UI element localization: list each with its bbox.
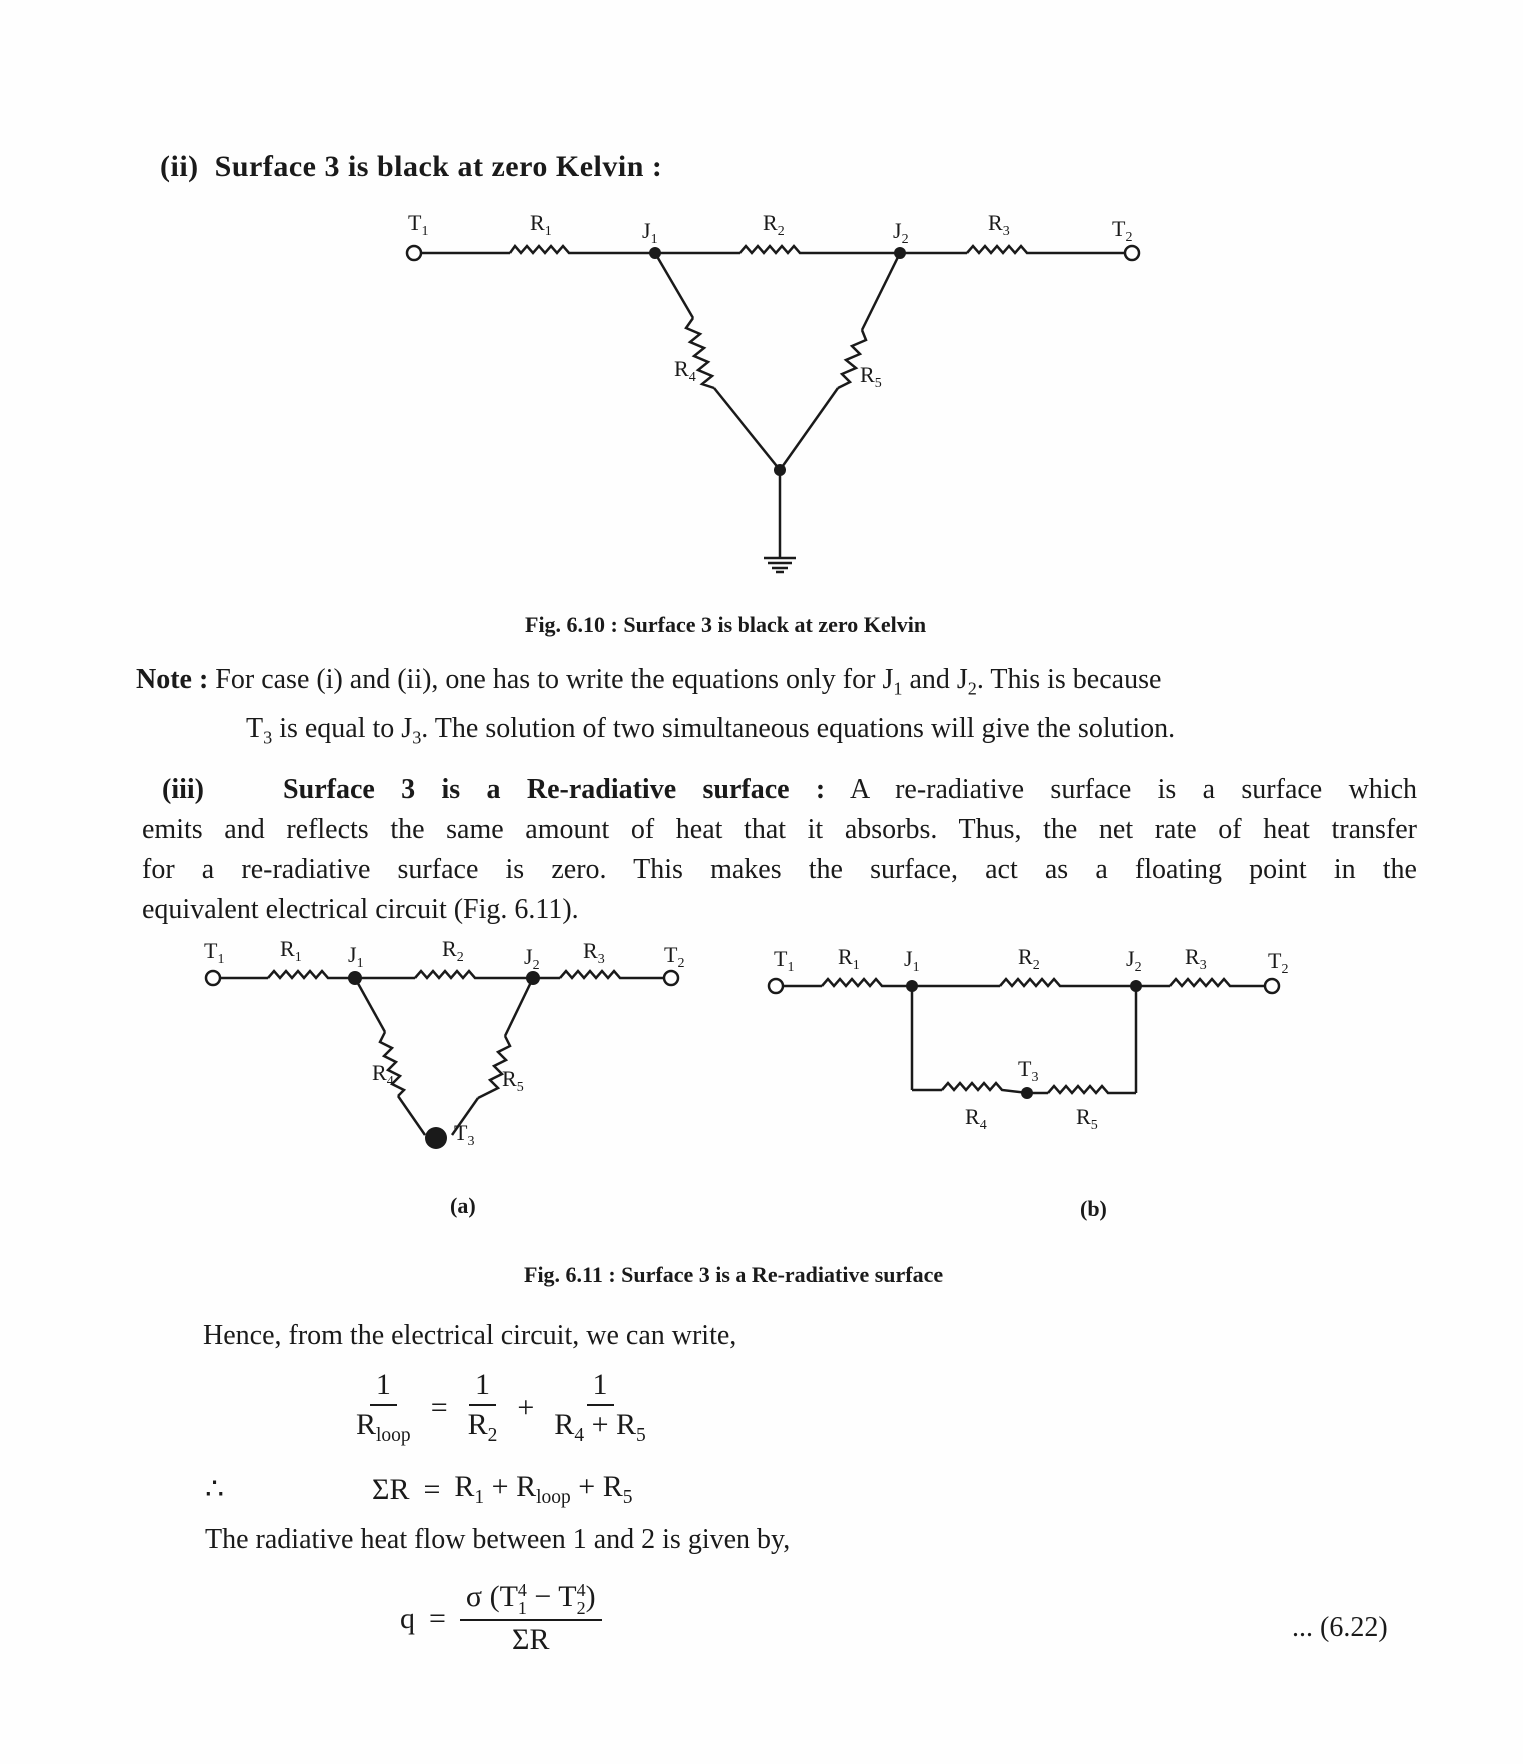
label-t2: $T_2$ [1112, 216, 1133, 245]
note-line-1: Note : For case (i) and (ii), one has to write the equations only for $J_1$ and $J_2$. This is because [136, 664, 1162, 699]
label-r2: $R_2$ [763, 210, 785, 239]
fig-6-11b-circuit [760, 930, 1360, 1130]
resistor-r3 [1170, 979, 1233, 986]
junction-j1 [906, 980, 918, 992]
fraction-term-2: $\frac{1}{R_4 + R_5}$ [554, 1368, 646, 1446]
label-r1: $R_1$ [280, 936, 302, 965]
label-t3: $T_3$ [1018, 1056, 1039, 1085]
label-r5: $R_5$ [860, 362, 882, 391]
terminal-t1 [407, 246, 421, 260]
label-r1: $R_1$ [838, 944, 860, 973]
note-line-2: $T_3$ is equal to $J_3$. The solution of two simultaneous equations will give the solution. [246, 712, 1176, 748]
section-iii-title: Surface 3 is a Re-radiative surface : [283, 774, 826, 805]
terminal-t2 [1265, 979, 1279, 993]
label-r3: $R_3$ [583, 938, 605, 967]
label-t1: $T_1$ [408, 210, 429, 239]
fig-6-11-caption: Fig. 6.11 : Surface 3 is a Re-radiative surface [524, 1262, 944, 1287]
resistor-r1 [822, 979, 885, 986]
label-j1: $J_1$ [348, 942, 364, 971]
resistor-r3 [967, 246, 1033, 253]
fig-6-11b-sublabel: (b) [1080, 1196, 1107, 1221]
label-t2: $T_2$ [1268, 948, 1289, 977]
equation-sum-r: ΣR = $R_1 + R_{loop} + R_5$ [372, 1470, 633, 1508]
equation-r-loop: $\frac{1}{R_{loop}}$ = $\frac{1}{R_2}$ + $\frac{1}{R_4 + R_5}$ [350, 1368, 652, 1447]
resistor-r2 [415, 971, 485, 978]
section-iii-line-1: (iii) Surface 3 is a Re-radiative surface : A re-radiative surface is a surface which [162, 774, 1417, 805]
label-r1: $R_1$ [530, 210, 552, 239]
label-t2: $T_2$ [664, 942, 685, 971]
label-r5: $R_5$ [1076, 1104, 1098, 1130]
junction-j1 [348, 971, 362, 985]
resistor-r4 [942, 1083, 1028, 1093]
fraction-lhs: $\frac{1}{R_{loop}}$ [356, 1368, 411, 1446]
section-ii-title: Surface 3 is black at zero Kelvin : [214, 150, 663, 183]
label-r3: $R_3$ [988, 210, 1010, 239]
node-t3 [425, 1127, 447, 1149]
terminal-t1 [206, 971, 220, 985]
therefore-symbol: ∴ [205, 1473, 225, 1506]
resistor-r2 [1000, 979, 1063, 986]
resistor-r3 [560, 971, 632, 978]
resistor-r1 [268, 971, 335, 978]
fig-6-10-circuit [0, 0, 1523, 600]
fig-6-10-caption: Fig. 6.10 : Surface 3 is black at zero Kelvin [525, 612, 927, 637]
junction-j2 [894, 247, 906, 259]
label-t1: $T_1$ [204, 938, 225, 967]
resistor-r2 [740, 246, 806, 253]
terminal-t1 [769, 979, 783, 993]
equation-heat-flow: q = σ (T 4 1 − T 4 2 ) ΣR [400, 1580, 602, 1657]
resistor-r5 [1048, 1086, 1136, 1093]
fig-6-11a-sublabel: (a) [450, 1193, 476, 1218]
heat-flow-text: The radiative heat flow between 1 and 2 is given by, [205, 1524, 791, 1555]
fraction-heat-flow: σ (T 4 1 − T 4 2 ) ΣR [460, 1580, 602, 1657]
label-r4: $R_4$ [965, 1104, 987, 1130]
label-r2: $R_2$ [442, 936, 464, 965]
junction-j2 [526, 971, 540, 985]
label-j2: $J_2$ [524, 944, 540, 973]
label-t3: $T_3$ [454, 1120, 475, 1149]
equation-number: ... (6.22) [1292, 1612, 1388, 1643]
label-r3: $R_3$ [1185, 944, 1207, 973]
section-iii-paragraph [142, 770, 1417, 930]
derivation-intro: Hence, from the electrical circuit, we can write, [203, 1320, 737, 1351]
label-r4: $R_4$ [674, 356, 696, 385]
terminal-t2 [1125, 246, 1139, 260]
label-r4: $R_4$ [372, 1060, 394, 1089]
label-t1: $T_1$ [774, 946, 795, 975]
section-iii-label: (iii) [162, 774, 204, 805]
junction-ground-node [774, 464, 786, 476]
label-r2: $R_2$ [1018, 944, 1040, 973]
label-r5: $R_5$ [502, 1066, 524, 1095]
fraction-term-1: $\frac{1}{R_2}$ [467, 1368, 498, 1446]
section-ii-label: (ii) [160, 150, 199, 183]
node-t3 [1021, 1087, 1033, 1099]
label-j1: $J_1$ [642, 218, 658, 247]
section-iii-line-2: emits and reflects the same amount of heat that it absorbs. Thus, the net rate of heat transfer [142, 814, 1417, 845]
junction-j2 [1130, 980, 1142, 992]
fig-6-11a-circuit [180, 930, 720, 1170]
terminal-t2 [664, 971, 678, 985]
resistor-r1 [510, 246, 575, 253]
note-block [136, 660, 1416, 757]
label-j2: $J_2$ [893, 218, 909, 247]
section-iii-line-4: equivalent electrical circuit (Fig. 6.11). [142, 894, 579, 925]
junction-j1 [649, 247, 661, 259]
label-j2: $J_2$ [1126, 946, 1142, 975]
label-j1: $J_1$ [904, 946, 920, 975]
section-iii-line-3: for a re-radiative surface is zero. This makes the surface, act as a floating point in the [142, 854, 1417, 885]
note-label: Note : [136, 664, 209, 695]
